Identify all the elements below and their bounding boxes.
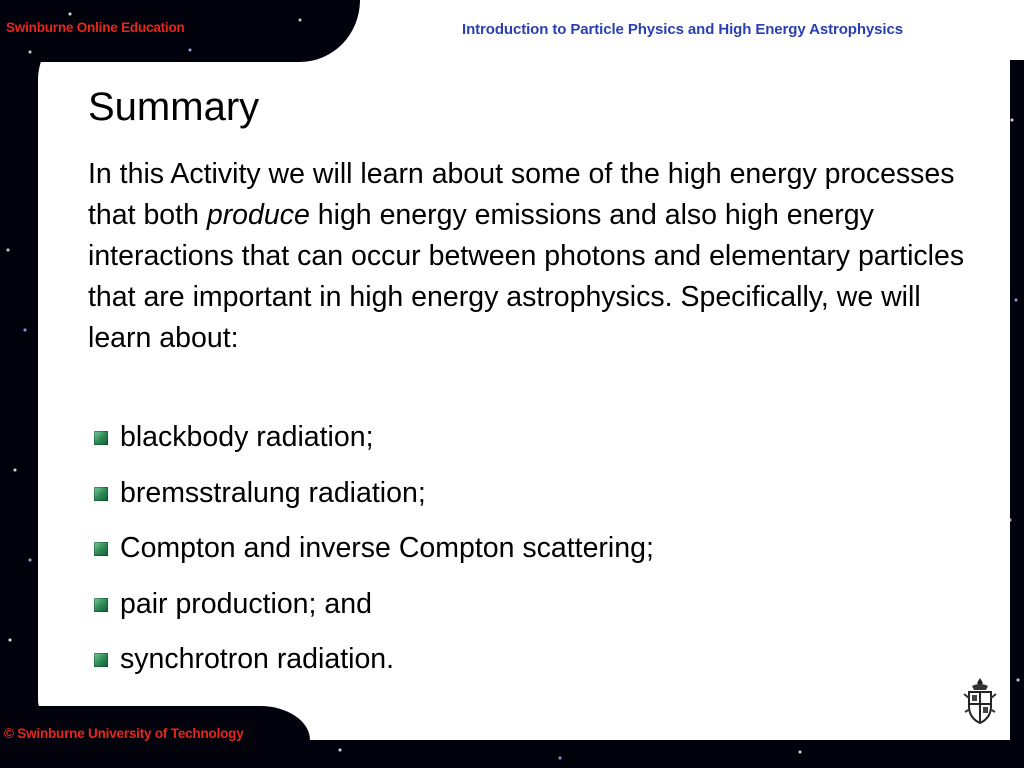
green-square-bullet-icon [94,653,108,667]
list-item [92,583,654,639]
intro-text-part1: In this Activity we will learn about some of the high energy processes that both [88,158,955,231]
topic-list [92,416,654,694]
slide-title: Summary [88,85,260,129]
university-crest-icon [962,676,998,726]
green-square-bullet-icon [94,598,108,612]
brand-label: Swinburne Online Education [6,20,185,35]
list-item-text: blackbody radiation; [120,421,374,453]
green-square-bullet-icon [94,487,108,501]
list-item-text: synchrotron radiation. [120,643,395,675]
list-item-text: pair production; and [120,587,372,620]
green-square-bullet-icon [94,542,108,556]
list-item-text: Compton and inverse Compton scattering; [120,532,654,564]
green-square-bullet-icon [94,431,108,445]
list-item-text: bremsstralung radiation; [120,476,426,509]
list-item [92,638,654,694]
course-title: Introduction to Particle Physics and High Energy Astrophysics [462,21,903,38]
copyright-label: © Swinburne University of Technology [4,726,244,741]
list-item [92,416,654,472]
list-item [92,527,654,583]
list-item [92,472,654,528]
intro-paragraph [88,154,968,359]
intro-emphasis: produce [206,199,310,231]
intro-text-part2: high energy emissions and also high energy interactions that can occur between photons and elementary particles that are important in high energy astrophysics. Specifically, we will learn about: [88,199,965,354]
